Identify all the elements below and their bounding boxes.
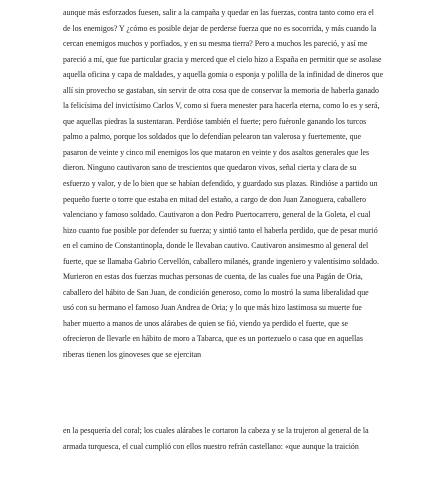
continuation-paragraph (63, 423, 393, 454)
text-line: aquella oficina y capa de maldades, y aquella gomia o esponja y polilla de la infinidad de dineros que (63, 70, 384, 80)
text-line: de los enemigos? Y ¿cómo es posible dejar de perderse fuerza que no es socorrida, y más cuando la (63, 23, 377, 33)
text-line: valenciano y famoso soldado. Cautivaron a don Pedro Puertocarrero, general de la Goleta, el cual (63, 210, 371, 220)
text-line: riberas tienen los ginoveses que se ejercitan (63, 350, 202, 360)
text-line: allí sin provecho se gastaban, sin servir de otra cosa que de conservar la memoria de haberla ganado (63, 85, 379, 95)
text-line: Murieron en estas dos fuerzas muchas personas de cuenta, de las cuales fue una Pagán de Oria, (63, 272, 363, 282)
text-line: hizo cuanto fue posible por defender su fuerza; y sintió tanto el haberla perdido, que de pesar murió (63, 225, 378, 235)
text-line: en la pesquería del coral; los cuales alárabes le cortaron la cabeza y se la trujeron al general de la (63, 426, 369, 435)
text-line: aunque más esforzados fuesen, salir a la campaña y quedar en las fuerzas, contra tanto como era el (63, 8, 374, 17)
text-line: pasaron de veinte y cinco mil enemigos los que mataron en veinte y dos asaltos generales que les (63, 147, 370, 157)
text-line: haber muerto a manos de unos alárabes de quien se fió, viendo ya perdido el fuerte, que se (63, 318, 349, 328)
text-line: que aquellas piedras la sustentaran. Perdióse también el fuerte; pero fuéronle ganando los turcos (63, 116, 367, 126)
text-line: pequeño fuerte o torre que estaba en mitad del estaño, a cargo de don Juan Zanoguera, caballero (63, 194, 367, 204)
text-line: pareció a mí, que fue particular gracia y merced que el cielo hizo a España en permitir que se asolase (63, 54, 382, 64)
text-line: palmo a palmo, porque los soldados que lo defendían pelearon tan valerosa y fuertemente, que (63, 132, 361, 142)
text-line: ofrecieron de llevarle en hábito de moro a Tabarca, que es un portezuelo o casa que en aquellas (63, 334, 363, 344)
text-line: la felicísima del invictísimo Carlos V, como si fuera menester para hacerla eterna, como lo es y será, (63, 101, 380, 111)
text-line: caballero del hábito de San Juan, de condición generoso, como lo mostró la suma liberalidad que (63, 287, 369, 297)
main-paragraph (63, 5, 393, 363)
text-line: fuerte, que se llamaba Gabrio Cervellón, caballero milanés, grande ingeniero y valentísimo soldado. (63, 256, 379, 266)
text-line: dieron. Ninguno cautivaron sano de trescientos que quedaron vivos, señal cierta y clara de su (63, 163, 357, 173)
text-line: usó con su hermano el famoso Juan Andrea de Oria; y lo que más hizo lastimosa su muerte fue (63, 303, 362, 313)
text-line: cercan enemigos muchos y porfiados, y en su mesma tierra? Pero a muchos les pareció, y así me (63, 39, 368, 49)
text-line: armada turquesca, el cual cumplió con ellos nuestro refrán castellano: «que aunque la traición (63, 441, 359, 451)
text-line: en el camino de Constantinopla, donde le llevaban cautivo. Cautivaron ansimesmo al general del (63, 241, 369, 251)
text-line: esfuerzo y valor, y de lo bien que se habían defendido, y guardado sus plazas. Rindióse a partido un (63, 179, 378, 189)
